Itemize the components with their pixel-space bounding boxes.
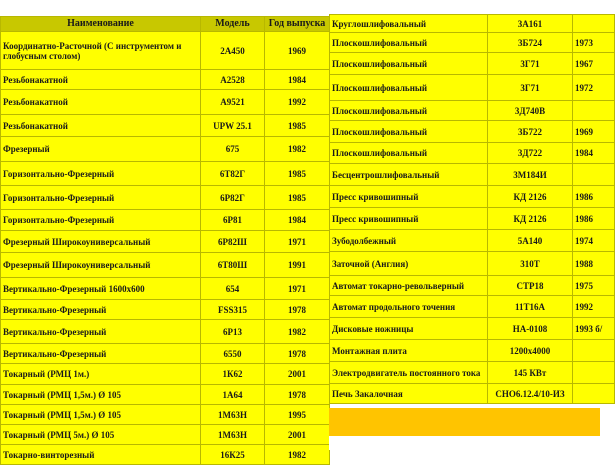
cell-year: 1982 (265, 137, 330, 162)
table-row (1, 300, 330, 320)
cell-model: 2А450 (201, 32, 265, 70)
cell-name: Печь Закалочная (330, 384, 488, 404)
cell-year: 1974 (573, 230, 615, 252)
table-row (330, 318, 615, 340)
cell-name: Плоскошлифовальный (330, 121, 488, 143)
cell-name: Пресс кривошипный (330, 186, 488, 208)
cell-model: 1М63Н (201, 425, 265, 445)
cell-model: 145 КВт (488, 362, 573, 384)
cell-model: 675 (201, 137, 265, 162)
cell-name: Электродвигатель постоянного тока (330, 362, 488, 384)
table-row (330, 101, 615, 121)
cell-name: Автомат продольного точения (330, 296, 488, 318)
cell-name: Токарный (РМЦ 1,5м.) Ø 105 (1, 385, 201, 405)
cell-name: Токарно-винторезный (1, 445, 201, 465)
table-row (330, 384, 615, 404)
cell-model: 5А140 (488, 230, 573, 252)
table-row (330, 230, 615, 252)
table-row (330, 186, 615, 208)
table-header-row (1, 17, 330, 32)
cell-name: Горизонтально-Фрезерный (1, 162, 201, 186)
table-row (1, 385, 330, 405)
cell-year: 1992 (573, 296, 615, 318)
cell-year: 1978 (265, 385, 330, 405)
cell-name: Бесцентрошлифовальный (330, 164, 488, 186)
table-row (1, 253, 330, 278)
cell-name: Горизонтально-Фрезерный (1, 210, 201, 231)
cell-name: Резьбонакатной (1, 115, 201, 137)
cell-year: 1982 (265, 320, 330, 344)
cell-model: 16К25 (201, 445, 265, 465)
cell-model: 6Р81 (201, 210, 265, 231)
table-row (1, 344, 330, 364)
cell-model: 3Г71 (488, 75, 573, 101)
cell-name: Фрезерный Широкоуниверсальный (1, 253, 201, 278)
table-row (1, 425, 330, 445)
cell-model: 3Б722 (488, 121, 573, 143)
table-row (1, 90, 330, 115)
table-row (1, 70, 330, 90)
table-row (330, 75, 615, 101)
cell-year (573, 164, 615, 186)
cell-model: 1А64 (201, 385, 265, 405)
cell-model: КД 2126 (488, 208, 573, 230)
cell-model: СТР18 (488, 276, 573, 296)
header-name: Наименование (1, 17, 201, 32)
table-row (1, 115, 330, 137)
cell-year (573, 101, 615, 121)
cell-name: Монтажная плита (330, 340, 488, 362)
cell-model: UPW 25.1 (201, 115, 265, 137)
cell-year: 1984 (265, 70, 330, 90)
cell-year: 1967 (573, 53, 615, 75)
cell-year (573, 340, 615, 362)
orange-bar (329, 408, 600, 436)
cell-name: Круглошлифовальный (330, 15, 488, 33)
cell-name: Вертикально-Фрезерный (1, 300, 201, 320)
cell-year: 1984 (265, 210, 330, 231)
cell-name: Плоскошлифовальный (330, 33, 488, 53)
cell-name: Автомат токарно-револьверный (330, 276, 488, 296)
header-year: Год выпуска (265, 17, 330, 32)
cell-year (573, 15, 615, 33)
cell-year: 1969 (265, 32, 330, 70)
table-row (1, 445, 330, 465)
cell-model: 1М63Н (201, 405, 265, 425)
table-row (330, 143, 615, 164)
cell-name: Плоскошлифовальный (330, 75, 488, 101)
cell-name: Вертикально-Фрезерный (1, 344, 201, 364)
table-row (1, 231, 330, 253)
cell-year: 1973 (573, 33, 615, 53)
cell-year: 1986 (573, 208, 615, 230)
table-row (1, 162, 330, 186)
cell-year: 1985 (265, 162, 330, 186)
cell-name: Координатно-Расточной (С инструментом и глобусным столом) (1, 32, 201, 70)
table-row (330, 53, 615, 75)
cell-name: Вертикально-Фрезерный (1, 320, 201, 344)
cell-name: Горизонтально-Фрезерный (1, 186, 201, 210)
cell-model: 6Р13 (201, 320, 265, 344)
table-row (1, 320, 330, 344)
cell-year: 1978 (265, 300, 330, 320)
cell-name: Заточной (Англия) (330, 252, 488, 276)
cell-year: 1995 (265, 405, 330, 425)
cell-year: 1984 (573, 143, 615, 164)
cell-model: 3Б724 (488, 33, 573, 53)
cell-model: 654 (201, 278, 265, 300)
equipment-table-right (329, 14, 615, 404)
cell-name: Дисковые ножницы (330, 318, 488, 340)
cell-year: 1969 (573, 121, 615, 143)
cell-model: 6Т80Ш (201, 253, 265, 278)
table-row (330, 208, 615, 230)
table-row (330, 164, 615, 186)
cell-name: Зубодолбежный (330, 230, 488, 252)
cell-name: Резьбонакатной (1, 70, 201, 90)
cell-year: 2001 (265, 425, 330, 445)
cell-model: 3Д722 (488, 143, 573, 164)
cell-name: Токарный (РМЦ 5м.) Ø 105 (1, 425, 201, 445)
table-row (1, 405, 330, 425)
cell-model: 6550 (201, 344, 265, 364)
cell-year: 1988 (573, 252, 615, 276)
table-row (330, 15, 615, 33)
cell-model: 3Д740В (488, 101, 573, 121)
table-row (330, 362, 615, 384)
cell-name: Вертикально-Фрезерный 1600х600 (1, 278, 201, 300)
cell-model: 1200х4000 (488, 340, 573, 362)
cell-year: 1986 (573, 186, 615, 208)
table-row (330, 296, 615, 318)
cell-year: 1992 (265, 90, 330, 115)
cell-model: НА-0108 (488, 318, 573, 340)
cell-year: 1985 (265, 186, 330, 210)
cell-model: 310Т (488, 252, 573, 276)
equipment-table-left (0, 16, 330, 465)
cell-name: Фрезерный (1, 137, 201, 162)
cell-model: 6Т82Г (201, 162, 265, 186)
table-row (1, 32, 330, 70)
table-row (1, 186, 330, 210)
table-row (1, 364, 330, 385)
table-row (1, 210, 330, 231)
cell-name: Токарный (РМЦ 1м.) (1, 364, 201, 385)
cell-year: 1971 (265, 278, 330, 300)
cell-name: Токарный (РМЦ 1,5м.) Ø 105 (1, 405, 201, 425)
header-model: Модель (201, 17, 265, 32)
cell-name: Плоскошлифовальный (330, 101, 488, 121)
cell-year: 1993 б/ (573, 318, 615, 340)
cell-name: Пресс кривошипный (330, 208, 488, 230)
cell-year: 1972 (573, 75, 615, 101)
cell-model: А9521 (201, 90, 265, 115)
cell-year: 2001 (265, 364, 330, 385)
bottom-white-strip (329, 436, 600, 450)
cell-name: Плоскошлифовальный (330, 53, 488, 75)
cell-model: 3Г71 (488, 53, 573, 75)
cell-model: FSS315 (201, 300, 265, 320)
cell-model: 3А161 (488, 15, 573, 33)
cell-model: 11Т16А (488, 296, 573, 318)
cell-model: 1К62 (201, 364, 265, 385)
cell-year (573, 362, 615, 384)
cell-model: 3М184И (488, 164, 573, 186)
cell-model: 6Р82Г (201, 186, 265, 210)
table-row (1, 278, 330, 300)
cell-year: 1982 (265, 445, 330, 465)
cell-year: 1978 (265, 344, 330, 364)
cell-model: А2528 (201, 70, 265, 90)
table-row (330, 340, 615, 362)
table-row (1, 137, 330, 162)
cell-year (573, 384, 615, 404)
table-row (330, 33, 615, 53)
cell-year: 1971 (265, 231, 330, 253)
table-row (330, 252, 615, 276)
cell-model: СНО6.12.4/10-ИЗ (488, 384, 573, 404)
cell-model: 6Р82Ш (201, 231, 265, 253)
cell-name: Резьбонакатной (1, 90, 201, 115)
table-row (330, 276, 615, 296)
cell-year: 1975 (573, 276, 615, 296)
table-row (330, 121, 615, 143)
cell-year: 1991 (265, 253, 330, 278)
cell-name: Фрезерный Широкоуниверсальный (1, 231, 201, 253)
cell-year: 1985 (265, 115, 330, 137)
cell-model: КД 2126 (488, 186, 573, 208)
cell-name: Плоскошлифовальный (330, 143, 488, 164)
